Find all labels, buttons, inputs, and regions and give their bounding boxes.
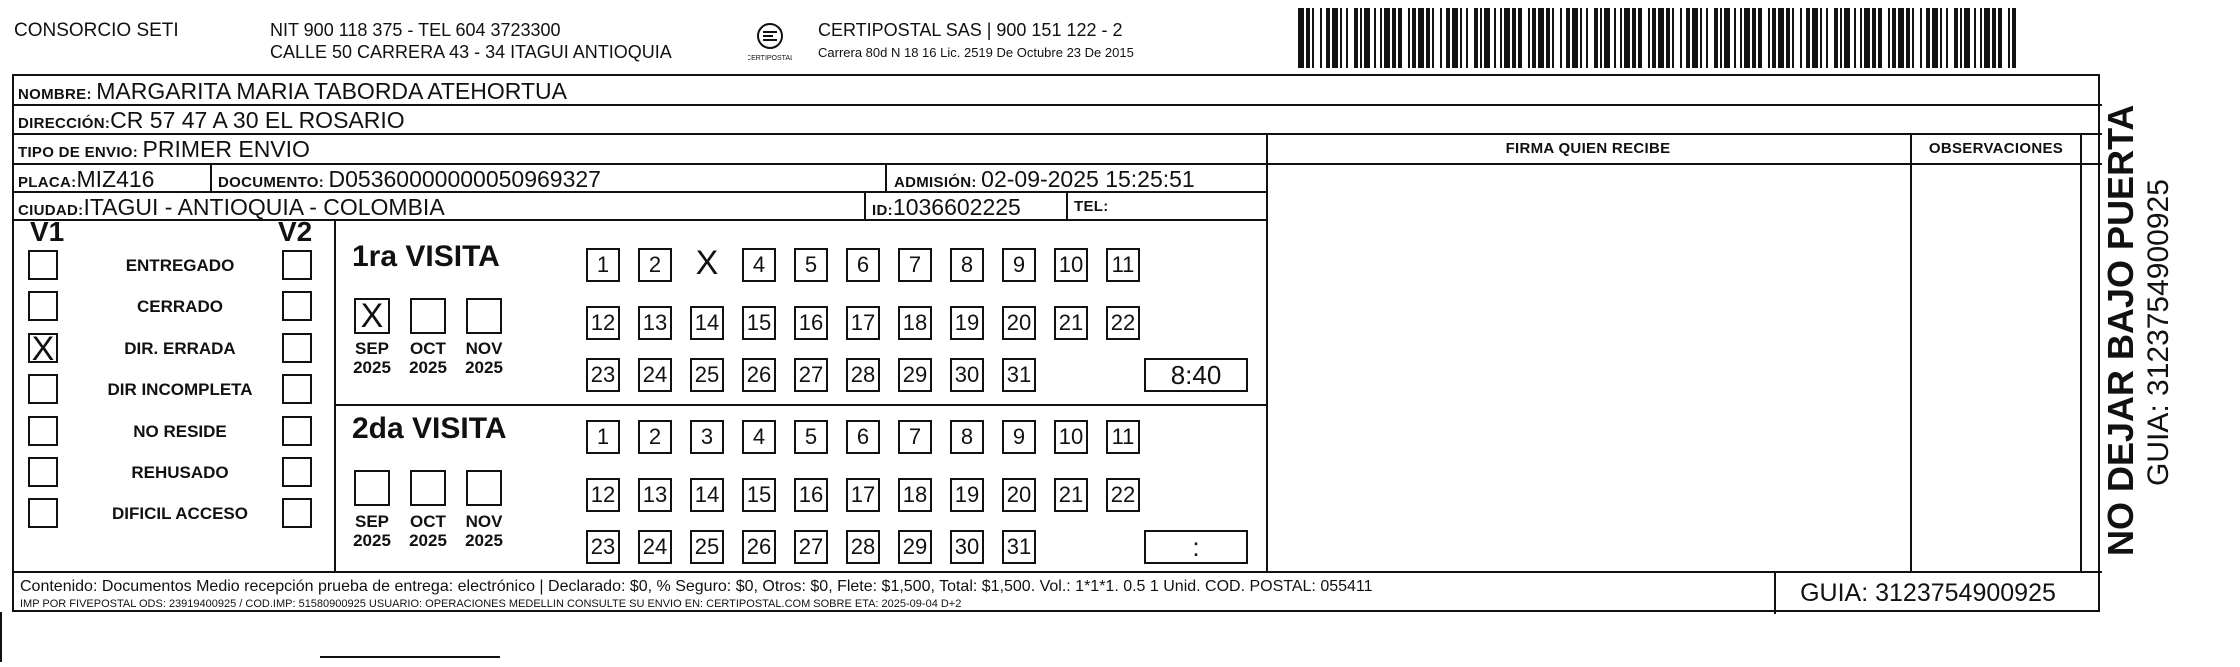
day-box[interactable]: 4 bbox=[742, 420, 776, 454]
barcode-bar bbox=[1706, 8, 1708, 68]
barcode-bar bbox=[1440, 8, 1442, 68]
barcode-bar bbox=[1734, 8, 1736, 68]
contenido-text: Contenido: Documentos Medio recepción prueba de entrega: electrónico | Declarado: $0, % Seguro: $0, Otros: $0, Flete: $1,500, Total: $1,500. Vol.: 1*1*1. 0.5 1 Unid. COD. POSTAL: 055411 bbox=[20, 578, 1373, 595]
barcode-bar bbox=[1992, 8, 1996, 68]
day-box[interactable]: 1 bbox=[586, 248, 620, 282]
delivery-form bbox=[12, 74, 2100, 612]
barcode-bar bbox=[1620, 8, 1622, 68]
barcode-bar bbox=[1446, 8, 1450, 68]
placa-field: PLACA:MIZ416 bbox=[18, 166, 155, 192]
day-box[interactable]: 8 bbox=[950, 420, 984, 454]
barcode-bar bbox=[1566, 8, 1570, 68]
day-box[interactable]: 19 bbox=[950, 478, 984, 512]
barcode-bar bbox=[1792, 8, 1794, 68]
day-box[interactable]: 10 bbox=[1054, 420, 1088, 454]
barcode-bar bbox=[1638, 8, 1642, 68]
v2-checkbox[interactable] bbox=[282, 498, 312, 528]
status-label: DIFICIL ACCESO bbox=[111, 504, 248, 523]
month-label: NOV 2025 bbox=[465, 339, 503, 377]
day-box[interactable]: 28 bbox=[846, 530, 880, 564]
company-nit: NIT 900 118 375 - TEL 604 3723300 bbox=[270, 20, 561, 40]
day-box[interactable]: 30 bbox=[950, 358, 984, 392]
barcode-bar bbox=[1872, 8, 1876, 68]
barcode-bar bbox=[1666, 8, 1670, 68]
barcode-bar bbox=[1480, 8, 1482, 68]
day-box[interactable]: 27 bbox=[794, 358, 828, 392]
barcode-bar bbox=[1932, 8, 1938, 68]
day-box[interactable]: 15 bbox=[742, 478, 776, 512]
barcode-bar bbox=[1484, 8, 1490, 68]
month-checkbox[interactable] bbox=[410, 470, 446, 506]
barcode-bar bbox=[1954, 8, 1958, 68]
barcode-bar bbox=[1906, 8, 1910, 68]
day-box[interactable]: 12 bbox=[586, 478, 620, 512]
barcode-bar bbox=[2012, 8, 2016, 68]
id-field: ID:1036602225 bbox=[872, 194, 1021, 220]
day-box[interactable]: 13 bbox=[638, 306, 672, 340]
barcode-bar bbox=[1408, 8, 1410, 68]
barcode-bar bbox=[1998, 8, 2002, 68]
day-box[interactable]: 22 bbox=[1106, 306, 1140, 340]
status-label: NO RESIDE bbox=[133, 422, 227, 441]
day-box[interactable]: 9 bbox=[1002, 248, 1036, 282]
company-address: CALLE 50 CARRERA 43 - 34 ITAGUI ANTIOQUIA bbox=[270, 42, 672, 62]
x-mark: X bbox=[360, 297, 384, 335]
day-box[interactable]: 17 bbox=[846, 306, 880, 340]
barcode-bar bbox=[1346, 8, 1348, 68]
day-box[interactable]: 3 bbox=[690, 420, 724, 454]
month-checkbox[interactable] bbox=[354, 470, 390, 506]
barcode-bar bbox=[1600, 8, 1602, 68]
direccion-field: DIRECCIÓN:CR 57 47 A 30 EL ROSARIO bbox=[18, 107, 405, 133]
day-box[interactable]: 25 bbox=[690, 530, 724, 564]
barcode-bar bbox=[1528, 8, 1530, 68]
firma-label: FIRMA QUIEN RECIBE bbox=[1505, 140, 1671, 157]
barcode-bar bbox=[1432, 8, 1434, 68]
day-box[interactable]: 14 bbox=[690, 306, 724, 340]
month-label: SEP 2025 bbox=[353, 512, 391, 550]
v1-checkbox[interactable] bbox=[28, 416, 58, 446]
barcode-bar bbox=[1504, 8, 1510, 68]
day-box[interactable]: 26 bbox=[742, 530, 776, 564]
tel-label: TEL: bbox=[1074, 198, 1109, 215]
carrier-name: CERTIPOSTAL SAS | 900 151 122 - 2 bbox=[818, 20, 1123, 40]
barcode-bar bbox=[1426, 8, 1430, 68]
barcode-bar bbox=[1340, 8, 1342, 68]
barcode-bar bbox=[1586, 8, 1588, 68]
barcode-bar bbox=[1326, 8, 1330, 68]
status-label: ENTREGADO bbox=[125, 256, 235, 275]
day-box[interactable]: 8 bbox=[950, 248, 984, 282]
admision-value: 02-09-2025 15:25:51 bbox=[981, 166, 1195, 192]
day-box[interactable]: 31 bbox=[1002, 358, 1036, 392]
barcode-bar bbox=[1840, 8, 1842, 68]
barcode-bar bbox=[1392, 8, 1396, 68]
day-box[interactable]: 21 bbox=[1054, 478, 1088, 512]
barcode-bar bbox=[1552, 8, 1554, 68]
imp-text: IMP POR FIVEPOSTAL ODS: 23919400925 / COD.IMP: 51580900925 USUARIO: OPERACIONES MEDELLIN CONSULTE SU ENVIO EN: CERTIPOSTAL.COM SOBRE ETA: 2025-09-04 D+2 bbox=[20, 598, 962, 610]
barcode-bar bbox=[1812, 8, 1818, 68]
barcode-bar bbox=[1680, 8, 1682, 68]
day-box[interactable]: 4 bbox=[742, 248, 776, 282]
day-box[interactable]: 12 bbox=[586, 306, 620, 340]
cut-line bbox=[0, 612, 2, 662]
v1-checkbox[interactable] bbox=[28, 498, 58, 528]
barcode-bar bbox=[1648, 8, 1650, 68]
day-box[interactable]: 7 bbox=[898, 248, 932, 282]
carrier-license: Carrera 80d N 18 16 Lic. 2519 De Octubre 23 De 2015 bbox=[818, 45, 1134, 60]
barcode-bar bbox=[1758, 8, 1762, 68]
v2-checkbox[interactable] bbox=[282, 416, 312, 446]
day-box[interactable]: 22 bbox=[1106, 478, 1140, 512]
placa-value: MIZ416 bbox=[76, 166, 155, 192]
barcode-bar bbox=[1652, 8, 1656, 68]
barcode-bar bbox=[1692, 8, 1698, 68]
tipo-envio-field: TIPO DE ENVIO: PRIMER ENVIO bbox=[18, 136, 310, 162]
barcode-bar bbox=[1920, 8, 1922, 68]
cut-line bbox=[320, 656, 500, 658]
barcode-bar bbox=[1632, 8, 1636, 68]
barcode-bar bbox=[1538, 8, 1544, 68]
day-box[interactable]: 27 bbox=[794, 530, 828, 564]
documento-field: DOCUMENTO: D05360000000050969327 bbox=[218, 166, 601, 192]
day-box[interactable]: 7 bbox=[898, 420, 932, 454]
day-box[interactable]: 13 bbox=[638, 478, 672, 512]
month-label: SEP 2025 bbox=[353, 339, 391, 377]
barcode-bar bbox=[1926, 8, 1930, 68]
day-box[interactable]: 20 bbox=[1002, 478, 1036, 512]
barcode-bar bbox=[1512, 8, 1516, 68]
v1-checkbox[interactable] bbox=[28, 457, 58, 487]
barcode-bar bbox=[1398, 8, 1402, 68]
barcode-bar bbox=[1964, 8, 1970, 68]
barcode-bar bbox=[1364, 8, 1370, 68]
day-box[interactable]: 5 bbox=[794, 420, 828, 454]
v2-checkbox[interactable] bbox=[282, 291, 312, 321]
barcode-bar bbox=[1494, 8, 1496, 68]
v2-checkbox[interactable] bbox=[282, 250, 312, 280]
month-checkbox[interactable] bbox=[354, 298, 390, 334]
barcode-bar bbox=[1878, 8, 1882, 68]
barcode-bar bbox=[1332, 8, 1338, 68]
barcode-bar bbox=[1714, 8, 1718, 68]
footer-guia: GUIA: 3123754900925 bbox=[1800, 579, 2056, 607]
month-checkbox[interactable] bbox=[410, 298, 446, 334]
barcode-bar bbox=[1768, 8, 1770, 68]
barcode-bar bbox=[1320, 8, 1322, 68]
observaciones-label: OBSERVACIONES bbox=[1928, 140, 2064, 157]
day-box[interactable]: 15 bbox=[742, 306, 776, 340]
barcode-bar bbox=[1980, 8, 1982, 68]
barcode-bar bbox=[1860, 8, 1862, 68]
hour-box[interactable]: 8:40 bbox=[1144, 358, 1248, 392]
barcode-bar bbox=[1518, 8, 1522, 68]
day-box[interactable]: 16 bbox=[794, 306, 828, 340]
day-box[interactable]: 2 bbox=[638, 248, 672, 282]
direccion-value: CR 57 47 A 30 EL ROSARIO bbox=[110, 107, 405, 133]
barcode-bar bbox=[1360, 8, 1362, 68]
barcode bbox=[1298, 8, 2020, 68]
v1-checkbox[interactable] bbox=[28, 330, 58, 368]
v1-checkbox[interactable] bbox=[28, 250, 58, 280]
tipo-envio-value: PRIMER ENVIO bbox=[142, 136, 310, 162]
barcode-bar bbox=[1826, 8, 1828, 68]
barcode-bar bbox=[1834, 8, 1838, 68]
barcode-bar bbox=[1614, 8, 1616, 68]
day-box[interactable]: 29 bbox=[898, 530, 932, 564]
day-box[interactable]: 16 bbox=[794, 478, 828, 512]
barcode-bar bbox=[1418, 8, 1424, 68]
nombre-field: NOMBRE: MARGARITA MARIA TABORDA ATEHORTUA bbox=[18, 78, 567, 104]
v2-checkbox[interactable] bbox=[282, 374, 312, 404]
day-box[interactable]: 31 bbox=[1002, 530, 1036, 564]
barcode-bar bbox=[1946, 8, 1948, 68]
admision-field: ADMISIÓN: 02-09-2025 15:25:51 bbox=[894, 166, 1195, 192]
barcode-bar bbox=[1604, 8, 1610, 68]
month-checkbox[interactable] bbox=[466, 470, 502, 506]
day-box[interactable]: 6 bbox=[846, 420, 880, 454]
barcode-bar bbox=[1820, 8, 1822, 68]
barcode-bar bbox=[1384, 8, 1390, 68]
day-box[interactable]: 11 bbox=[1106, 420, 1140, 454]
barcode-bar bbox=[1306, 8, 1310, 68]
barcode-bar bbox=[1854, 8, 1856, 68]
barcode-bar bbox=[1686, 8, 1690, 68]
day-box[interactable]: 5 bbox=[794, 248, 828, 282]
barcode-bar bbox=[1500, 8, 1502, 68]
day-box[interactable]: 24 bbox=[638, 358, 672, 392]
barcode-bar bbox=[1864, 8, 1870, 68]
day-box[interactable]: 20 bbox=[1002, 306, 1036, 340]
barcode-bar bbox=[1298, 8, 1304, 68]
day-box[interactable]: 24 bbox=[638, 530, 672, 564]
barcode-bar bbox=[1312, 8, 1314, 68]
side-guia-text: GUIA: 3123754900925 bbox=[2142, 179, 2175, 486]
v2-label: V2 bbox=[278, 216, 313, 247]
barcode-bar bbox=[1580, 8, 1582, 68]
svg-text:CERTIPOSTAL: CERTIPOSTAL bbox=[748, 55, 792, 62]
day-box[interactable]: 10 bbox=[1054, 248, 1088, 282]
barcode-bar bbox=[1572, 8, 1578, 68]
month-checkbox[interactable] bbox=[466, 298, 502, 334]
barcode-bar bbox=[1844, 8, 1850, 68]
day-box[interactable]: 19 bbox=[950, 306, 984, 340]
day-box[interactable]: 2 bbox=[638, 420, 672, 454]
barcode-bar bbox=[1374, 8, 1376, 68]
barcode-bar bbox=[1772, 8, 1776, 68]
v2-checkbox[interactable] bbox=[282, 333, 312, 363]
barcode-bar bbox=[1800, 8, 1802, 68]
barcode-bar bbox=[1700, 8, 1702, 68]
barcode-bar bbox=[1960, 8, 1962, 68]
day-box[interactable]: 25 bbox=[690, 358, 724, 392]
v1-label: V1 bbox=[30, 216, 65, 247]
visit1-title: 1ra VISITA bbox=[352, 240, 500, 273]
visit2-title: 2da VISITA bbox=[352, 412, 507, 445]
id-value: 1036602225 bbox=[892, 194, 1021, 220]
hour-box[interactable]: : bbox=[1144, 530, 1248, 564]
barcode-bar bbox=[1412, 8, 1416, 68]
day-box[interactable]: 9 bbox=[1002, 420, 1036, 454]
company-name: CONSORCIO SETI bbox=[14, 20, 179, 41]
v2-checkbox[interactable] bbox=[282, 457, 312, 487]
barcode-bar bbox=[1740, 8, 1742, 68]
barcode-bar bbox=[1658, 8, 1664, 68]
day-box[interactable]: 17 bbox=[846, 478, 880, 512]
ciudad-field: CIUDAD:ITAGUI - ANTIOQUIA - COLOMBIA bbox=[18, 194, 445, 220]
certipostal-logo bbox=[748, 18, 792, 64]
documento-value: D05360000000050969327 bbox=[328, 166, 601, 192]
day-box[interactable]: 11 bbox=[1106, 248, 1140, 282]
no-dejar-text: NO DEJAR BAJO PUERTA bbox=[2100, 104, 2141, 556]
barcode-bar bbox=[1778, 8, 1784, 68]
day-box[interactable]: 28 bbox=[846, 358, 880, 392]
status-label: CERRADO bbox=[137, 297, 223, 316]
status-label: DIR. ERRADA bbox=[124, 339, 236, 358]
barcode-bar bbox=[1460, 8, 1462, 68]
barcode-bar bbox=[1974, 8, 1976, 68]
barcode-bar bbox=[1888, 8, 1890, 68]
day-box[interactable]: 30 bbox=[950, 530, 984, 564]
x-mark: X bbox=[31, 330, 55, 368]
barcode-bar bbox=[1624, 8, 1630, 68]
barcode-bar bbox=[1532, 8, 1536, 68]
barcode-bar bbox=[1546, 8, 1550, 68]
barcode-bar bbox=[1452, 8, 1458, 68]
status-label: DIR INCOMPLETA bbox=[107, 380, 253, 399]
barcode-bar bbox=[1720, 8, 1722, 68]
barcode-bar bbox=[1474, 8, 1478, 68]
barcode-bar bbox=[1806, 8, 1810, 68]
barcode-bar bbox=[1466, 8, 1468, 68]
barcode-bar bbox=[1744, 8, 1750, 68]
day-box[interactable]: X bbox=[695, 244, 719, 282]
barcode-bar bbox=[2008, 8, 2010, 68]
day-box[interactable]: 23 bbox=[586, 358, 620, 392]
barcode-bar bbox=[1594, 8, 1598, 68]
barcode-bar bbox=[1354, 8, 1358, 68]
month-label: OCT 2025 bbox=[409, 339, 447, 377]
barcode-bar bbox=[1560, 8, 1562, 68]
barcode-bar bbox=[1984, 8, 1990, 68]
barcode-bar bbox=[1898, 8, 1904, 68]
barcode-bar bbox=[1892, 8, 1896, 68]
barcode-bar bbox=[1724, 8, 1730, 68]
day-box[interactable]: 18 bbox=[898, 478, 932, 512]
day-box[interactable]: 23 bbox=[586, 530, 620, 564]
v1-checkbox[interactable] bbox=[28, 374, 58, 404]
barcode-bar bbox=[1672, 8, 1674, 68]
v1-checkbox[interactable] bbox=[28, 291, 58, 321]
barcode-bar bbox=[1912, 8, 1914, 68]
day-box[interactable]: 18 bbox=[898, 306, 932, 340]
day-box[interactable]: 29 bbox=[898, 358, 932, 392]
barcode-bar bbox=[1786, 8, 1790, 68]
day-box[interactable]: 26 bbox=[742, 358, 776, 392]
day-box[interactable]: 6 bbox=[846, 248, 880, 282]
day-box[interactable]: 14 bbox=[690, 478, 724, 512]
nombre-value: MARGARITA MARIA TABORDA ATEHORTUA bbox=[96, 78, 567, 104]
status-label: REHUSADO bbox=[131, 463, 229, 482]
barcode-bar bbox=[1380, 8, 1382, 68]
month-label: NOV 2025 bbox=[465, 512, 503, 550]
ciudad-value: ITAGUI - ANTIOQUIA - COLOMBIA bbox=[83, 194, 445, 220]
barcode-bar bbox=[1752, 8, 1756, 68]
barcode-bar bbox=[1940, 8, 1942, 68]
month-label: OCT 2025 bbox=[409, 512, 447, 550]
day-box[interactable]: 1 bbox=[586, 420, 620, 454]
day-box[interactable]: 21 bbox=[1054, 306, 1088, 340]
